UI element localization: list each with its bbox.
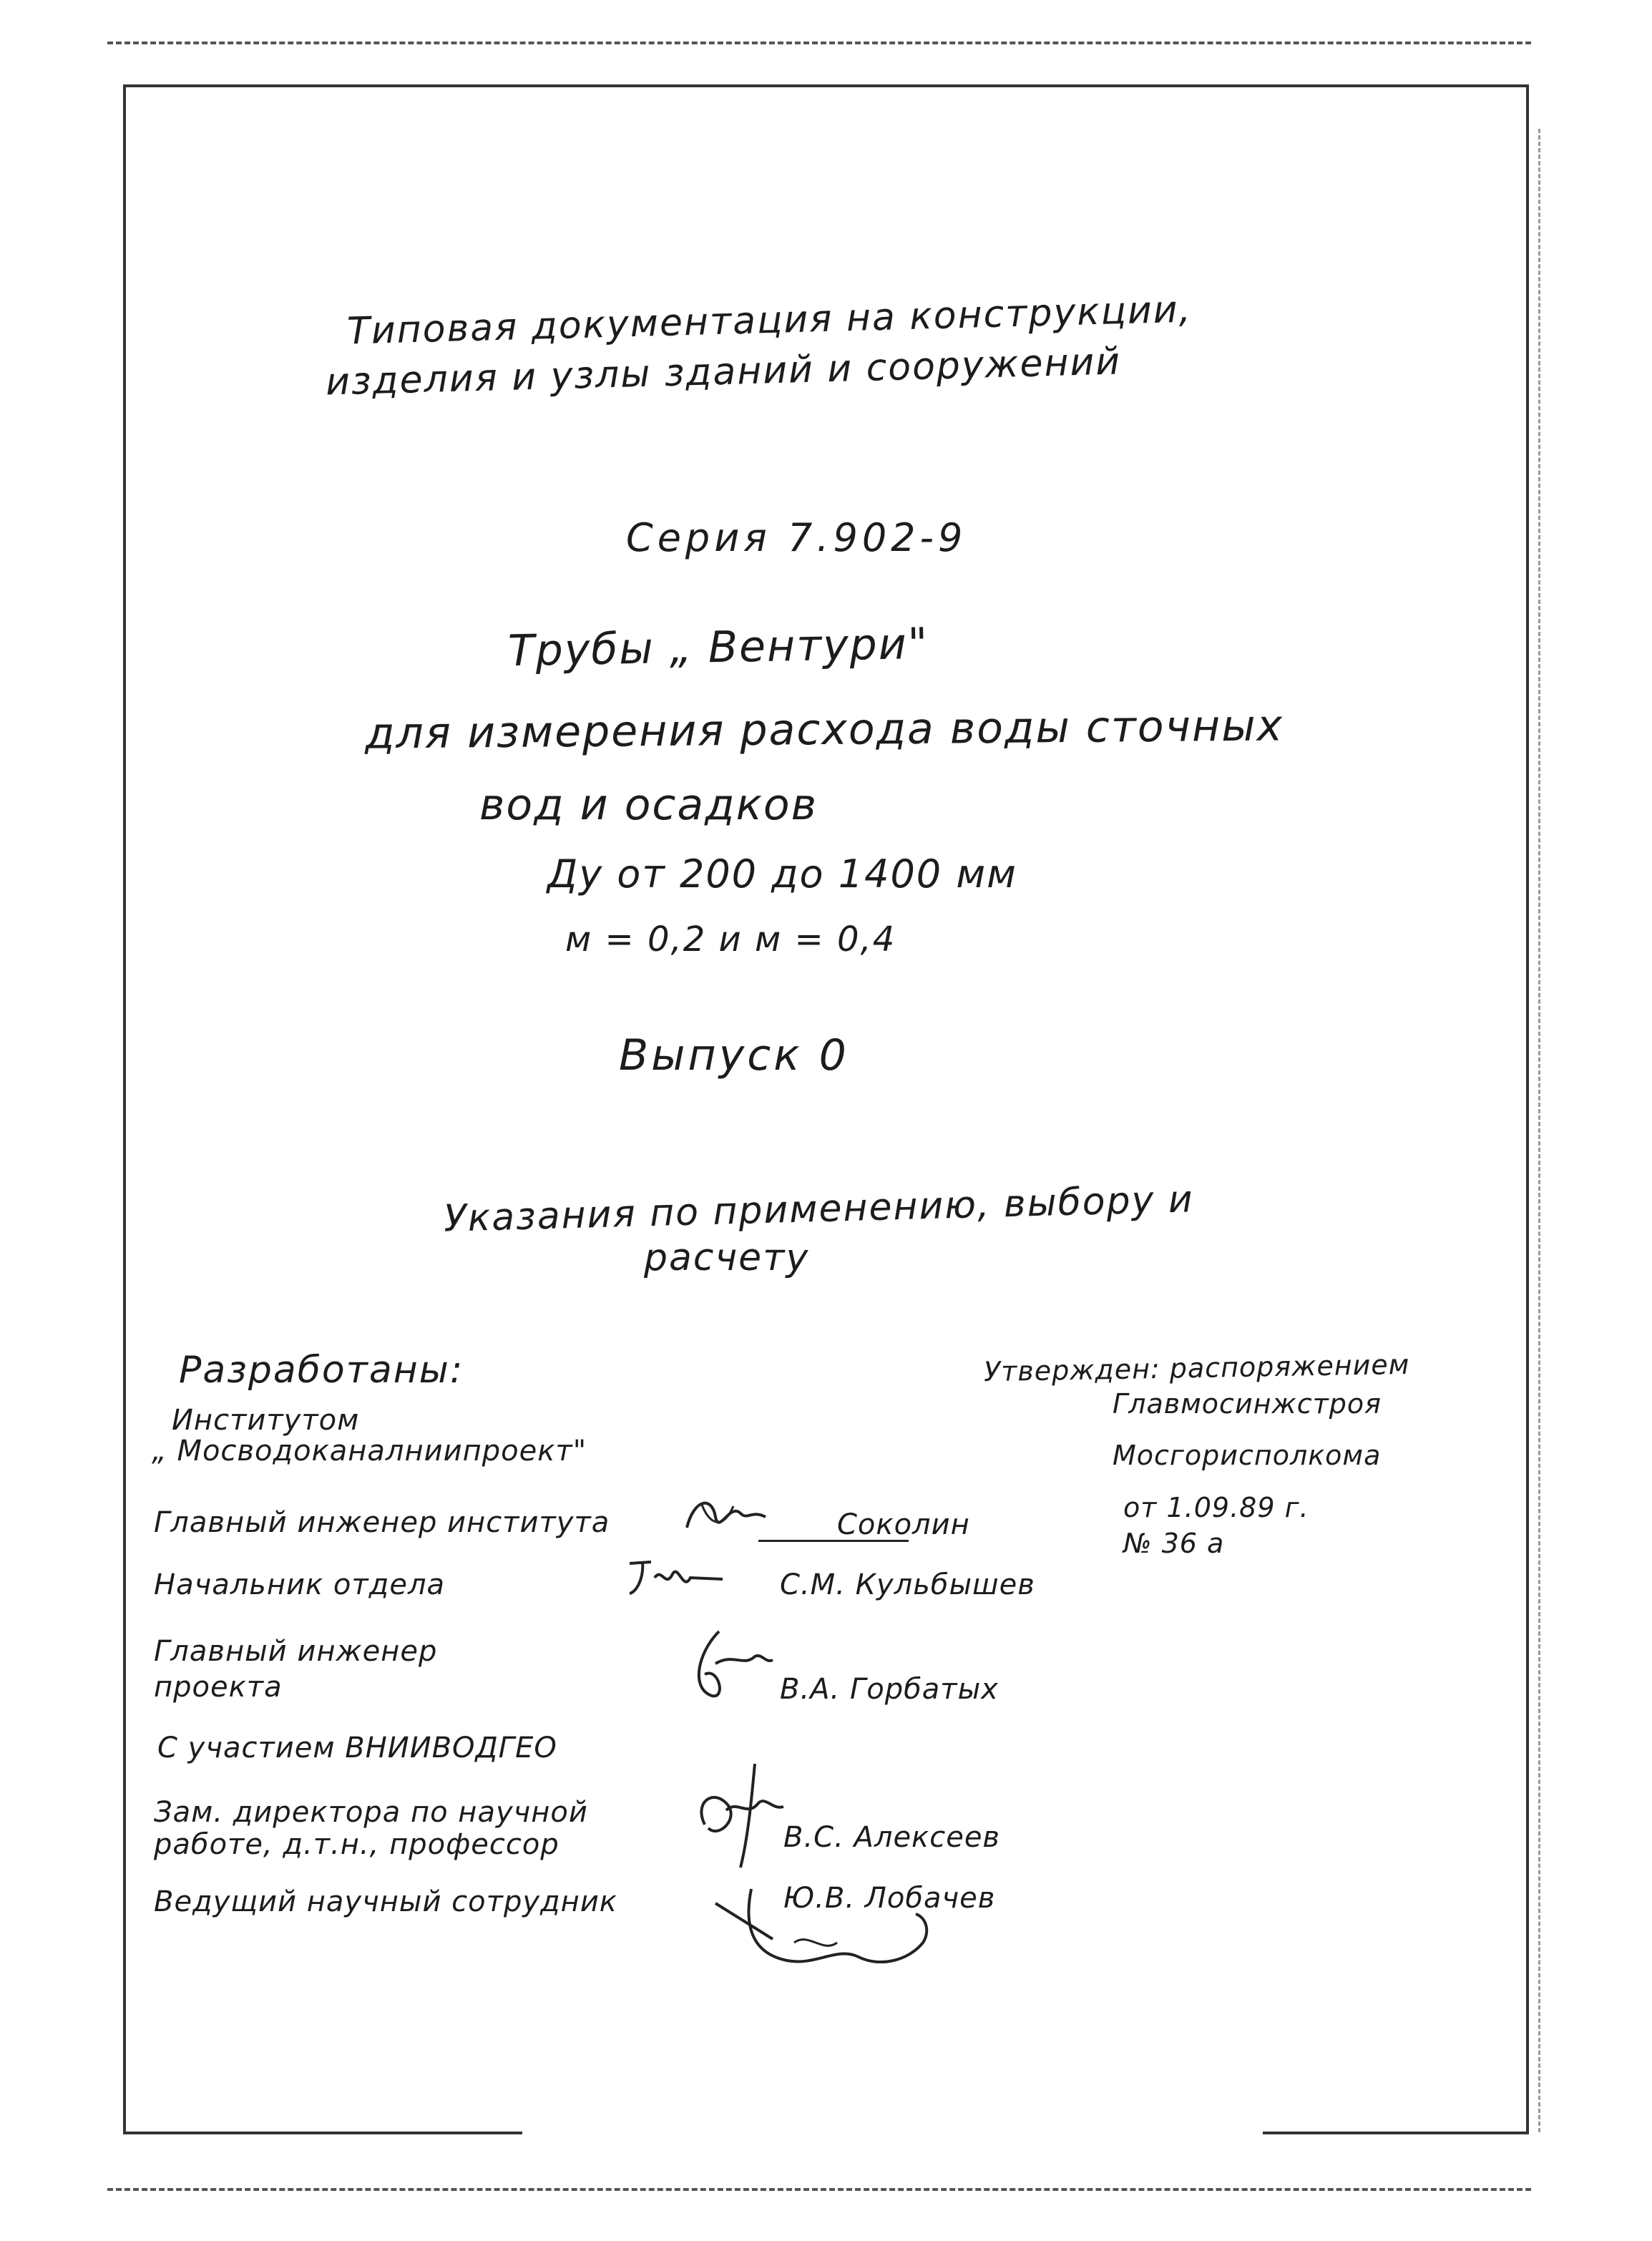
- signature-underline-1: [758, 1540, 909, 1542]
- approved-line-1: Утвержден: распоряжением: [983, 1348, 1410, 1388]
- role-chief-project-engineer: Главный инженер: [154, 1635, 438, 1668]
- name-chief-project-engineer: В.А. Горбатых: [780, 1673, 999, 1706]
- approved-line-3: Мосгорисполкома: [1113, 1440, 1382, 1471]
- name-department-head: С.М. Кульбышев: [780, 1568, 1035, 1601]
- role-department-head: Начальник отдела: [154, 1568, 446, 1601]
- name-lead-researcher: Ю.В. Лобачев: [783, 1882, 996, 1915]
- role-deputy-director: Зам. директора по научной: [154, 1796, 588, 1829]
- signature-scribble-5: [708, 1875, 944, 1982]
- issue-number: Выпуск 0: [619, 1030, 849, 1080]
- title-line-3: вод и осадков: [479, 780, 818, 830]
- signature-scribble-3: [676, 1624, 776, 1710]
- right-edge-line: [1538, 129, 1540, 2132]
- role-chief-project-engineer-2: проекта: [154, 1671, 283, 1704]
- approved-line-2: Главмосинжстроя: [1113, 1388, 1382, 1420]
- title-line-2: для измерения расхода воды сточных: [364, 700, 1284, 759]
- approved-number: № 36 а: [1123, 1528, 1225, 1559]
- frame-gap: [522, 2127, 1263, 2138]
- signature-scribble-4: [683, 1760, 798, 1875]
- title-line-5: м = 0,2 и м = 0,4: [565, 919, 896, 960]
- role-chief-engineer-institute: Главный инженер института: [154, 1506, 610, 1539]
- approved-date: от 1.09.89 г.: [1123, 1492, 1309, 1523]
- institute-line-2: „ Мосводоканалниипроект": [152, 1435, 587, 1468]
- title-line-4: Ду от 200 до 1400 мм: [547, 851, 1017, 897]
- developed-label: Разработаны:: [179, 1349, 464, 1392]
- title-line-1: Трубы „ Вентури": [507, 618, 929, 677]
- role-deputy-director-2: работе, д.т.н., профессор: [154, 1828, 559, 1861]
- name-chief-engineer-institute: Соколин: [837, 1508, 970, 1541]
- institute-line-1: Институтом: [172, 1404, 360, 1437]
- signature-scribble-2: [622, 1549, 773, 1606]
- bottom-rule: [107, 2188, 1531, 2191]
- signature-scribble-1: [680, 1488, 773, 1546]
- header-line-1: Типовая документация на конструкции,: [346, 288, 1193, 353]
- top-rule: [107, 42, 1531, 44]
- instructions-line-2: расчету: [644, 1236, 810, 1279]
- participation-note: С участием ВНИИВОДГЕО: [157, 1732, 557, 1764]
- instructions-line-1: Указания по применению, выбору и: [443, 1178, 1195, 1241]
- role-lead-researcher: Ведущий научный сотрудник: [154, 1885, 617, 1918]
- header-line-2: изделия и узлы зданий и сооружений: [325, 340, 1122, 404]
- series-number: Серия 7.902-9: [626, 515, 967, 560]
- name-deputy-director: В.С. Алексеев: [783, 1821, 1000, 1854]
